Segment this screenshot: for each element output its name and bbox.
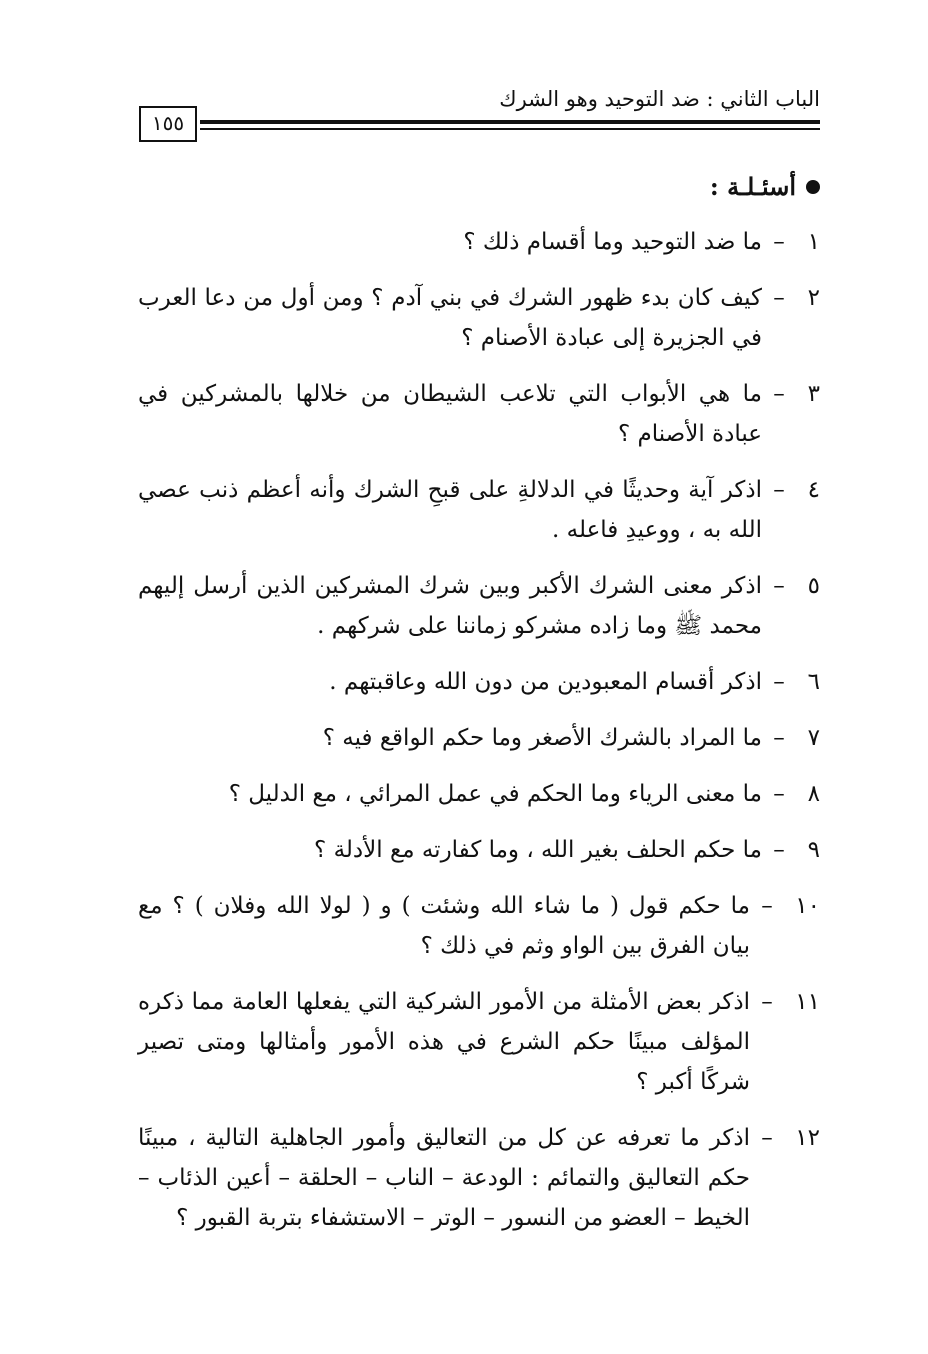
- question-item-7: [138, 718, 820, 758]
- question-item-11: [138, 982, 820, 1102]
- running-title: الباب الثاني : ضد التوحيد وهو الشرك: [499, 87, 820, 111]
- question-number: ١١: [795, 989, 820, 1015]
- question-item-9: [138, 830, 820, 870]
- question-number: ٤: [807, 477, 820, 503]
- question-text: ما المراد بالشرك الأصغر وما حكم الواقع فيه ؟: [322, 725, 762, 751]
- question-dash: –: [761, 1125, 773, 1151]
- question-dash: –: [773, 229, 785, 255]
- question-number: ٩: [807, 837, 820, 863]
- header-rule-thick: [200, 120, 820, 124]
- question-text: اذكر أقسام المعبودين من دون الله وعاقبتهم .: [329, 669, 762, 695]
- question-number: ١٢: [795, 1125, 820, 1151]
- question-item-3: [138, 374, 820, 454]
- header-rule-thin: [200, 128, 820, 130]
- question-dash: –: [773, 477, 785, 503]
- question-dash: –: [773, 285, 785, 311]
- question-dash: –: [773, 381, 785, 407]
- question-item-8: [138, 774, 820, 814]
- question-item-12: [138, 1118, 820, 1238]
- question-text: ما حكم الحلف بغير الله ، وما كفارته مع الأدلة ؟: [314, 837, 762, 863]
- bullet-icon: [806, 180, 820, 194]
- question-text: اذكر ما تعرفه عن كل من التعاليق وأمور الجاهلية التالية ، مبينًا حكم التعاليق والتمائم : الودعة – الناب – الحلقة – أعين الذئاب – الخيط – العضو من النسور – الوتر – الاستشفاء بتربة القبور ؟: [138, 1125, 750, 1231]
- question-number: ٦: [807, 669, 820, 695]
- question-item-10: [138, 886, 820, 966]
- page-number: ١٥٥: [139, 106, 197, 142]
- questions-list: [138, 222, 820, 1254]
- question-number: ٨: [807, 781, 820, 807]
- question-text: ما حكم قول ( ما شاء الله وشئت ) و ( لولا الله وفلان ) ؟ مع بيان الفرق بين الواو وثم في ذلك ؟: [138, 893, 750, 959]
- question-number: ٥: [807, 573, 820, 599]
- question-text: ما معنى الرياء وما الحكم في عمل المرائي ، مع الدليل ؟: [228, 781, 762, 807]
- question-item-6: [138, 662, 820, 702]
- question-item-5: [138, 566, 820, 646]
- question-dash: –: [773, 837, 785, 863]
- question-number: ١: [807, 229, 820, 255]
- header-rule: [200, 120, 820, 132]
- section-heading: [710, 170, 820, 204]
- question-item-1: [138, 222, 820, 262]
- question-item-2: [138, 278, 820, 358]
- question-text: اذكر آية وحديثًا في الدلالةِ على قبحِ الشرك وأنه أعظم ذنب عصي الله به ، ووعيدِ فاعله .: [138, 477, 762, 543]
- question-number: ٣: [807, 381, 820, 407]
- question-number: ١٠: [795, 893, 820, 919]
- question-item-4: [138, 470, 820, 550]
- question-dash: –: [761, 989, 773, 1015]
- question-text: كيف كان بدء ظهور الشرك في بني آدم ؟ ومن أول من دعا العرب في الجزيرة إلى عبادة الأصنام ؟: [138, 285, 762, 351]
- question-dash: –: [773, 573, 785, 599]
- question-number: ٢: [807, 285, 820, 311]
- question-number: ٧: [807, 725, 820, 751]
- question-dash: –: [773, 669, 785, 695]
- question-text: اذكر بعض الأمثلة من الأمور الشركية التي يفعلها العامة مما ذكره المؤلف مبينًا حكم الشرع في هذه الأمور وأمثالها ومتى تصير شركًا أكبر ؟: [138, 989, 750, 1095]
- question-dash: –: [773, 781, 785, 807]
- section-heading-text: أسئـلـة :: [709, 172, 796, 201]
- question-text: اذكر معنى الشرك الأكبر وبين شرك المشركين الذين أرسل إليهم محمد ﷺ وما زاده مشركو زماننا على شركهم .: [138, 573, 762, 639]
- question-dash: –: [761, 893, 773, 919]
- question-text: ما هي الأبواب التي تلاعب الشيطان من خلالها بالمشركين في عبادة الأصنام ؟: [138, 381, 762, 447]
- question-text: ما ضد التوحيد وما أقسام ذلك ؟: [463, 229, 762, 255]
- question-dash: –: [773, 725, 785, 751]
